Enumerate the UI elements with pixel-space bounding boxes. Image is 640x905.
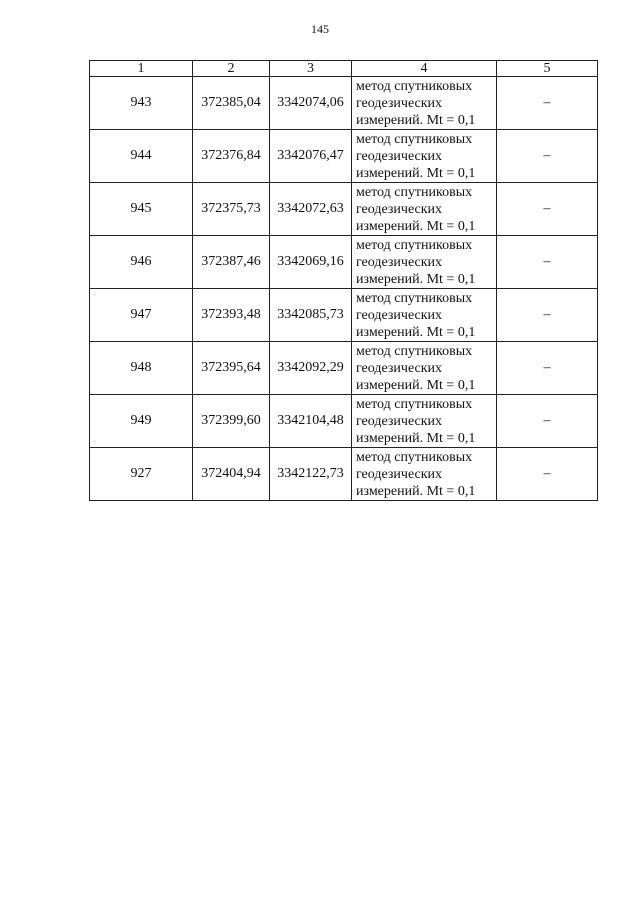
point-number-cell: 948 xyxy=(90,342,193,395)
column-header-4: 4 xyxy=(352,61,497,77)
table-row xyxy=(90,342,598,395)
method-text-line: измерений. Mt = 0,1 xyxy=(356,165,476,181)
method-text-line: геодезических xyxy=(356,201,443,217)
column-header-5: 5 xyxy=(497,61,598,77)
table-row xyxy=(90,289,598,342)
column-header-2: 2 xyxy=(193,61,270,77)
y-coordinate-cell: 3342122,73 xyxy=(270,448,352,501)
method-text-line: измерений. Mt = 0,1 xyxy=(356,430,476,446)
method-cell xyxy=(352,236,497,289)
point-number-cell: 949 xyxy=(90,395,193,448)
y-coordinate-cell: 3342085,73 xyxy=(270,289,352,342)
note-cell: – xyxy=(497,130,598,183)
method-text-line: метод спутниковых xyxy=(356,131,473,147)
method-text-line: измерений. Mt = 0,1 xyxy=(356,483,476,499)
point-number-cell: 946 xyxy=(90,236,193,289)
method-text-line: геодезических xyxy=(356,254,443,270)
method-text-line: метод спутниковых xyxy=(356,290,473,306)
method-text-line: измерений. Mt = 0,1 xyxy=(356,324,476,340)
y-coordinate-cell: 3342069,16 xyxy=(270,236,352,289)
x-coordinate-cell: 372387,46 xyxy=(193,236,270,289)
point-number-cell: 927 xyxy=(90,448,193,501)
method-text-line: измерений. Mt = 0,1 xyxy=(356,218,476,234)
method-text-line: измерений. Mt = 0,1 xyxy=(356,112,476,128)
point-number-cell: 947 xyxy=(90,289,193,342)
method-text-line: метод спутниковых xyxy=(356,449,473,465)
y-coordinate-cell: 3342076,47 xyxy=(270,130,352,183)
note-cell: – xyxy=(497,395,598,448)
point-number-cell: 945 xyxy=(90,183,193,236)
x-coordinate-cell: 372395,64 xyxy=(193,342,270,395)
method-text-line: геодезических xyxy=(356,413,443,429)
method-text-line: геодезических xyxy=(356,148,443,164)
column-header-3: 3 xyxy=(270,61,352,77)
method-cell xyxy=(352,130,497,183)
x-coordinate-cell: 372385,04 xyxy=(193,77,270,130)
note-cell: – xyxy=(497,236,598,289)
note-cell: – xyxy=(497,289,598,342)
method-text-line: метод спутниковых xyxy=(356,396,473,412)
x-coordinate-cell: 372393,48 xyxy=(193,289,270,342)
page-number: 145 xyxy=(311,22,329,36)
method-text-line: метод спутниковых xyxy=(356,343,473,359)
note-cell: – xyxy=(497,183,598,236)
table-body xyxy=(90,77,598,501)
point-number-cell: 944 xyxy=(90,130,193,183)
note-cell: – xyxy=(497,342,598,395)
method-text-line: метод спутниковых xyxy=(356,184,473,200)
point-number-cell: 943 xyxy=(90,77,193,130)
y-coordinate-cell: 3342074,06 xyxy=(270,77,352,130)
method-cell xyxy=(352,183,497,236)
y-coordinate-cell: 3342092,29 xyxy=(270,342,352,395)
table-row xyxy=(90,77,598,130)
table-row xyxy=(90,448,598,501)
note-cell: – xyxy=(497,448,598,501)
y-coordinate-cell: 3342104,48 xyxy=(270,395,352,448)
method-text-line: геодезических xyxy=(356,360,443,376)
x-coordinate-cell: 372399,60 xyxy=(193,395,270,448)
method-text-line: метод спутниковых xyxy=(356,78,473,94)
table-row xyxy=(90,130,598,183)
method-text-line: геодезических xyxy=(356,466,443,482)
table-row xyxy=(90,183,598,236)
method-cell xyxy=(352,395,497,448)
method-text-line: геодезических xyxy=(356,307,443,323)
table-row xyxy=(90,236,598,289)
method-text-line: измерений. Mt = 0,1 xyxy=(356,271,476,287)
note-cell: – xyxy=(497,77,598,130)
method-text-line: метод спутниковых xyxy=(356,237,473,253)
method-text-line: геодезических xyxy=(356,95,443,111)
method-cell xyxy=(352,77,497,130)
table-header-row xyxy=(90,61,598,77)
method-cell xyxy=(352,342,497,395)
method-text-line: измерений. Mt = 0,1 xyxy=(356,377,476,393)
x-coordinate-cell: 372404,94 xyxy=(193,448,270,501)
coordinates-table xyxy=(89,60,598,501)
x-coordinate-cell: 372375,73 xyxy=(193,183,270,236)
x-coordinate-cell: 372376,84 xyxy=(193,130,270,183)
method-cell xyxy=(352,289,497,342)
y-coordinate-cell: 3342072,63 xyxy=(270,183,352,236)
method-cell xyxy=(352,448,497,501)
column-header-1: 1 xyxy=(90,61,193,77)
table-row xyxy=(90,395,598,448)
